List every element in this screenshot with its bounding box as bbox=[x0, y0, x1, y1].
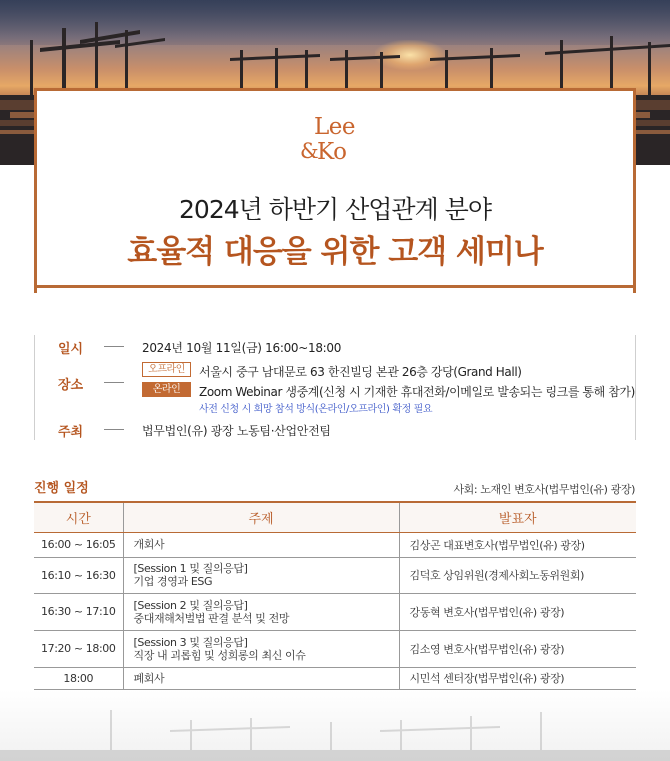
info-right-rule bbox=[635, 335, 636, 440]
schedule-title: 진행 일정 bbox=[34, 481, 89, 496]
table-row bbox=[34, 630, 636, 667]
online-venue-text: Zoom Webinar 생중계(신청 시 기재한 휴대전화/이메일로 발송되는 링크를 통해 참가) bbox=[199, 385, 635, 399]
table-row bbox=[34, 532, 636, 557]
logo-lee: Lee bbox=[314, 114, 355, 140]
date-value: 2024년 10월 11일(금) 16:00~18:00 bbox=[142, 341, 342, 355]
page-subtitle: 2024년 하반기 산업관계 분야 bbox=[179, 195, 491, 224]
table-row bbox=[34, 593, 636, 630]
offline-venue-text: 서울시 중구 남대문로 63 한진빌딩 본관 26층 강당(Grand Hall) bbox=[199, 365, 522, 379]
header-time: 시간 bbox=[34, 502, 123, 532]
row-speaker: 김덕호 상임위원(경제사회노동위원회) bbox=[399, 557, 636, 593]
row-speaker: 김상곤 대표변호사(법무법인(유) 광장) bbox=[399, 532, 636, 557]
schedule-header-row bbox=[34, 502, 636, 532]
row-topic-line1: [Session 3 및 질의응답] bbox=[133, 635, 248, 649]
registration-note: 사전 신청 시 희망 참석 방식(온라인/오프라인) 확정 필요 bbox=[199, 404, 433, 415]
footer-faded-image bbox=[0, 690, 670, 761]
logo-amp: & bbox=[300, 139, 319, 163]
lee-ko-logo bbox=[300, 116, 372, 168]
row-topic-line2: 직장 내 괴롭힘 및 성희롱의 최신 이슈 bbox=[133, 648, 306, 662]
host-label: 주최 bbox=[58, 425, 84, 440]
row-time: 16:10 ~ 16:30 bbox=[34, 557, 123, 593]
row-topic bbox=[123, 532, 399, 557]
logo-ko: Ko bbox=[317, 139, 347, 165]
title-card-rule bbox=[34, 285, 636, 288]
table-row bbox=[34, 557, 636, 593]
row-time: 18:00 bbox=[34, 667, 123, 689]
offline-badge: 오프라인 bbox=[142, 362, 191, 377]
info-left-rule bbox=[34, 335, 35, 440]
venue-label: 장소 bbox=[58, 378, 84, 393]
online-badge: 온라인 bbox=[142, 382, 191, 397]
date-dash bbox=[104, 346, 124, 347]
row-topic bbox=[123, 630, 399, 667]
header-topic: 주제 bbox=[123, 502, 399, 532]
row-speaker: 김소영 변호사(법무법인(유) 광장) bbox=[399, 630, 636, 667]
date-label: 일시 bbox=[58, 342, 84, 357]
row-speaker: 강동혁 변호사(법무법인(유) 광장) bbox=[399, 593, 636, 630]
header-speaker: 발표자 bbox=[399, 502, 636, 532]
schedule-table bbox=[34, 501, 636, 690]
row-topic-line1: [Session 2 및 질의응답] bbox=[133, 598, 248, 612]
venue-dash bbox=[104, 382, 124, 383]
table-row bbox=[34, 667, 636, 689]
moderator-text: 사회: 노재인 변호사(법무법인(유) 광장) bbox=[453, 483, 635, 496]
footer-cranes-silhouette bbox=[0, 690, 670, 761]
row-topic-line1: 폐회사 bbox=[133, 671, 165, 685]
row-time: 16:00 ~ 16:05 bbox=[34, 532, 123, 557]
row-topic-line2: 기업 경영과 ESG bbox=[133, 575, 213, 588]
host-dash bbox=[104, 429, 124, 430]
row-topic-line1: [Session 1 및 질의응답] bbox=[133, 562, 248, 575]
row-topic-line2: 중대재해처벌법 판결 분석 및 전망 bbox=[133, 611, 290, 625]
page-title: 효율적 대응을 위한 고객 세미나 bbox=[127, 234, 543, 270]
row-topic-line1: 개회사 bbox=[133, 538, 165, 551]
row-time: 17:20 ~ 18:00 bbox=[34, 630, 123, 667]
row-topic bbox=[123, 667, 399, 689]
row-time: 16:30 ~ 17:10 bbox=[34, 593, 123, 630]
host-value: 법무법인(유) 광장 노동팀·산업안전팀 bbox=[142, 424, 331, 438]
row-speaker: 시민석 센터장(법무법인(유) 광장) bbox=[399, 667, 636, 689]
row-topic bbox=[123, 593, 399, 630]
row-topic bbox=[123, 557, 399, 593]
